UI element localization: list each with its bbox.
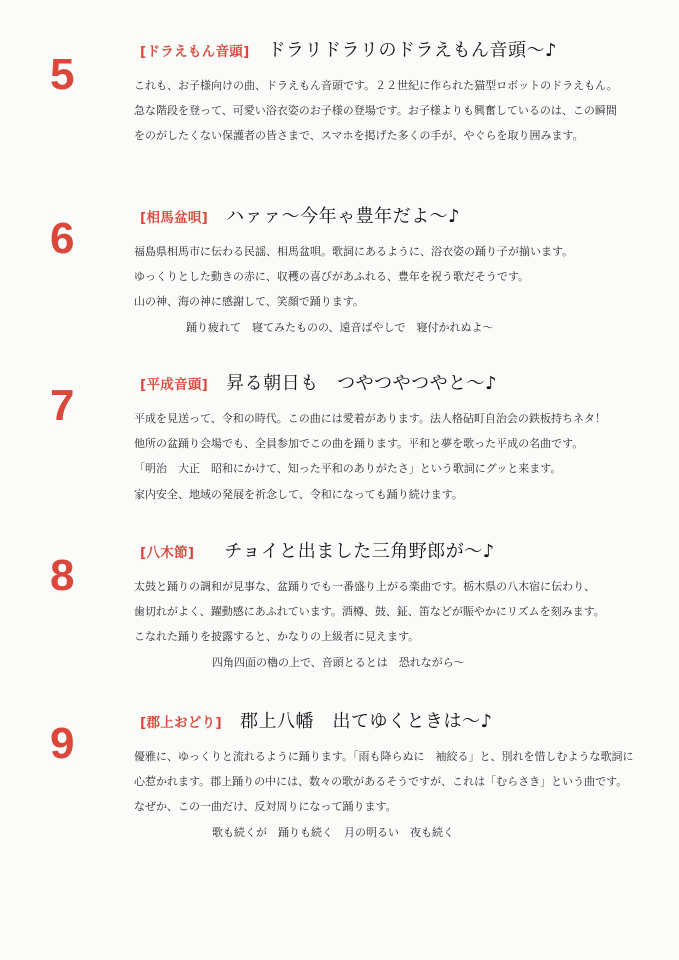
body-line: 山の神、海の神に感謝して、笑顔で踊ります。 <box>134 295 364 309</box>
body-line: 太鼓と踊りの調和が見事な、盆踊りでも一番盛り上がる楽曲です。栃木県の八木宿に伝わり、 <box>134 580 596 593</box>
entry-heading <box>140 372 497 396</box>
entry-heading <box>140 540 495 564</box>
body-line: 家内安全、地域の発展を祈念して、令和になっても踊り続けます。 <box>134 487 463 501</box>
body-line: なぜか、この一曲だけ、反対周りになって踊ります。 <box>134 800 397 814</box>
entry-number: 6 <box>50 214 75 263</box>
body-line: 他所の盆踊り会場でも、全員参加でこの曲を踊ります。平和と夢を歌った平成の名曲です。 <box>134 437 584 451</box>
body-line: これも、お子様向けの曲、ドラえもん音頭です。２２世紀に作られた猫型ロボットのドラえもん。 <box>134 79 618 92</box>
entry-body <box>134 239 654 340</box>
entry-body <box>134 574 654 675</box>
lyric-verse: 踊り疲れて 寝てみたものの、遠音ばやしで 寝付かれぬよ～ <box>186 320 494 334</box>
body-line: をのがしたくない保護者の皆さまで、スマホを掲げた多くの手が、やぐらを取り囲みます。 <box>134 129 584 143</box>
body-line: 優雅に、ゆっくりと流れるように踊ります。「雨も降らぬに 袖絞る」と、別れを惜しむような歌詞に <box>134 750 634 763</box>
song-lyric-title: ハァァ～今年ゃ豊年だよ～♪ <box>226 206 461 227</box>
entry-heading <box>140 39 557 63</box>
song-tag: [相馬盆唄] <box>140 210 209 226</box>
body-line: 歯切れがよく、躍動感にあふれています。酒樽、鼓、鉦、笛などが賑やかにリズムを刻みます。 <box>134 605 605 619</box>
song-lyric-title: 昇る朝日も つやつやつやと～♪ <box>226 373 498 394</box>
song-tag: [八木節] <box>140 545 195 561</box>
body-line: 急な階段を登って、可愛い浴衣姿のお子様の登場です。お子様よりも興奮しているのは、この瞬間 <box>134 104 617 118</box>
song-lyric-title: ドラリドラリのドラえもん音頭～♪ <box>267 40 558 61</box>
entry-body <box>134 73 654 149</box>
song-tag: [平成音頭] <box>140 377 209 393</box>
entry-number: 8 <box>50 551 75 600</box>
entry-body <box>134 744 654 845</box>
song-tag: [郡上おどり] <box>140 715 222 731</box>
entry-body <box>134 406 654 507</box>
body-line: 福島県相馬市に伝わる民謡、相馬盆唄。歌詞にあるように、浴衣姿の踊り子が揃います。 <box>134 245 574 258</box>
lyric-verse: 四角四面の櫓の上で、音頭とるとは 恐れながら～ <box>212 655 465 669</box>
entry-number: 5 <box>50 50 75 99</box>
body-line: 平成を見送って、令和の時代。この曲には愛着があります。法人格砧町自治会の鉄板持ちネタ！ <box>134 412 606 425</box>
body-line: 「明治 大正 昭和にかけて、知った平和のありがたさ」という歌詞にグッと来ます。 <box>134 462 562 476</box>
body-line: 心惹かれます。郡上踊りの中には、数々の歌があるそうですが、これは「むらさき」という曲です。 <box>134 775 628 789</box>
song-tag: [ドラえもん音頭] <box>140 44 250 60</box>
entry-number: 9 <box>50 719 75 768</box>
body-line: ゆっくりとした動きの赤に、収穫の喜びがあふれる、豊年を祝う歌だそうです。 <box>134 270 530 284</box>
entry-heading <box>140 710 492 734</box>
body-line: こなれた踊りを披露すると、かなりの上級者に見えます。 <box>134 630 420 644</box>
entry-number: 7 <box>50 381 75 430</box>
lyric-verse: 歌も続くが 踊りも続く 月の明るい 夜も続く <box>212 825 454 839</box>
song-lyric-title: 郡上八幡 出てゆくときは～♪ <box>239 711 493 732</box>
entry-heading <box>140 205 460 229</box>
song-lyric-title: チョイと出ました三角野郎が～♪ <box>224 541 495 562</box>
